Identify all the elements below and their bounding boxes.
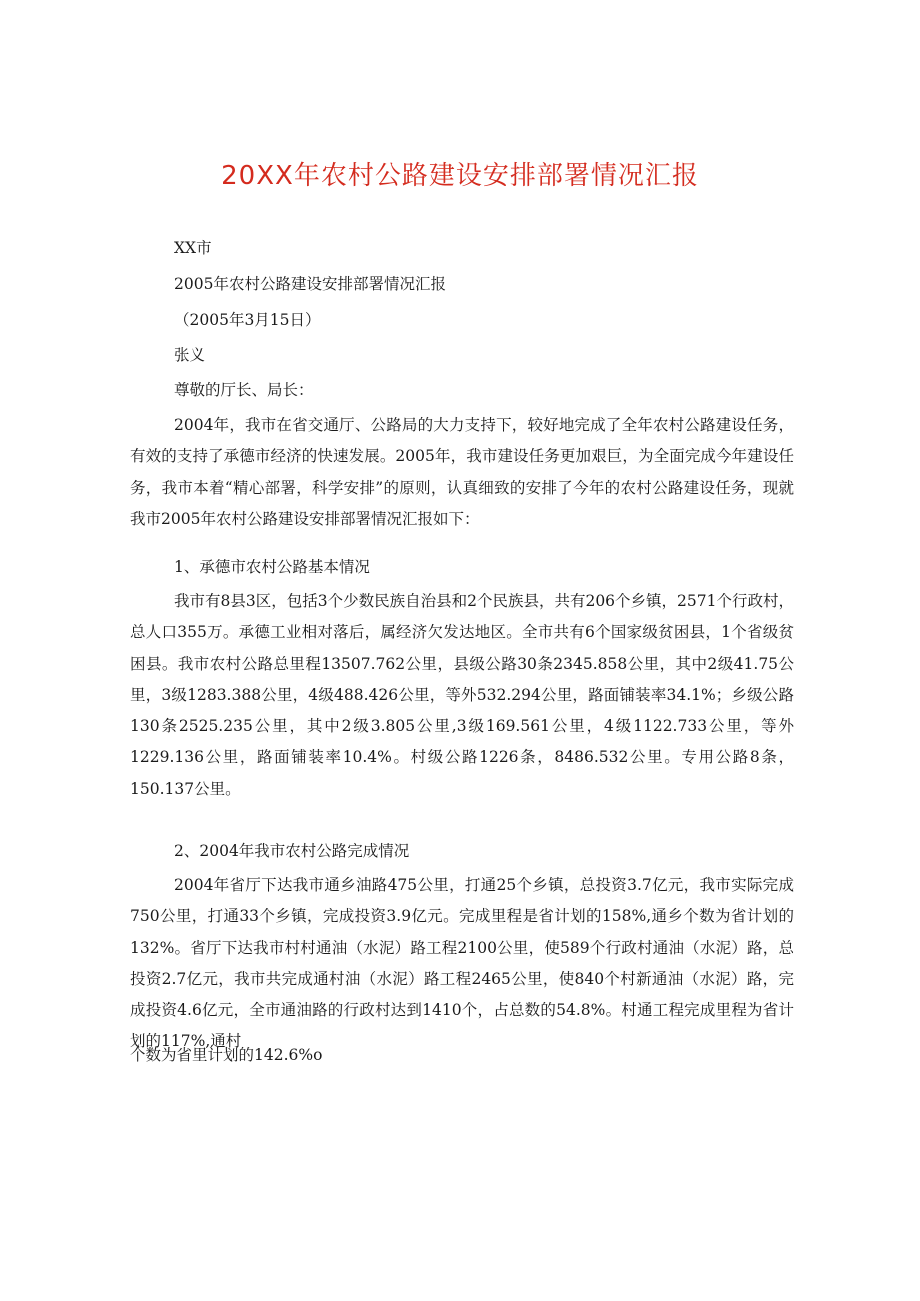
trailing-line: 个数为省里计划的142.6%o xyxy=(130,1046,323,1064)
section2-paragraph: 2004年省厅下达我市通乡油路475公里，打通25个乡镇，总投资3.7亿元，我市实际完成750公里，打通33个乡镇，完成投资3.9亿元。完成里程是省计划的158%,通乡个数为省计划的132%。省厅下达我市村村通油（水泥）路工程2100公里，使589个行政村通油（水泥）路，总投资2.7亿元，我市共完成通村油（水泥）路工程2465公里，使840个村新通油（水泥）路，完成投资4.6亿元，全市通油路的行政村达到1410个，占总数的54.8%。村通工程完成里程为省计划的117%,通村 xyxy=(130,876,794,1051)
date-line: （2005年3月15日） xyxy=(174,311,321,329)
author-line: 张义 xyxy=(174,346,206,364)
report-title-line: 2005年农村公路建设安排部署情况汇报 xyxy=(174,275,446,293)
section2-heading: 2、2004年我市农村公路完成情况 xyxy=(174,842,410,860)
document-title: 20XX年农村公路建设安排部署情况汇报 xyxy=(221,161,699,191)
section1-heading: 1、承德市农村公路基本情况 xyxy=(174,558,370,576)
city-line: XX市 xyxy=(174,239,212,257)
intro-paragraph: 2004年，我市在省交通厅、公路局的大力支持下，较好地完成了全年农村公路建设任务，有效的支持了承德市经济的快速发展。2005年，我市建设任务更加艰巨，为全面完成今年建设任务，我市本着“精心部署，科学安排”的原则，认真细致的安排了今年的农村公路建设任务，现就我市2005年农村公路建设安排部署情况汇报如下： xyxy=(130,416,794,528)
section1-paragraph: 我市有8县3区，包括3个少数民族自治县和2个民族县，共有206个乡镇，2571个行政村，总人口355万。承德工业相对落后，属经济欠发达地区。全市共有6个国家级贫困县，1个省级贫困县。我市农村公路总里程13507.762公里，县级公路30条2345.858公里，其中2级41.75公里，3级1283.388公里，4级488.426公里，等外532.294公里，路面铺装率34.1%；乡级公路130条2525.235公里，其中2级3.805公里,3级169.561公里，4级1122.733公里，等外1229.136公里，路面铺装率10.4%。村级公路1226条，8486.532公里。专用公路8条，150.137公里。 xyxy=(130,592,794,798)
salutation-line: 尊敬的厅长、局长： xyxy=(174,381,314,399)
